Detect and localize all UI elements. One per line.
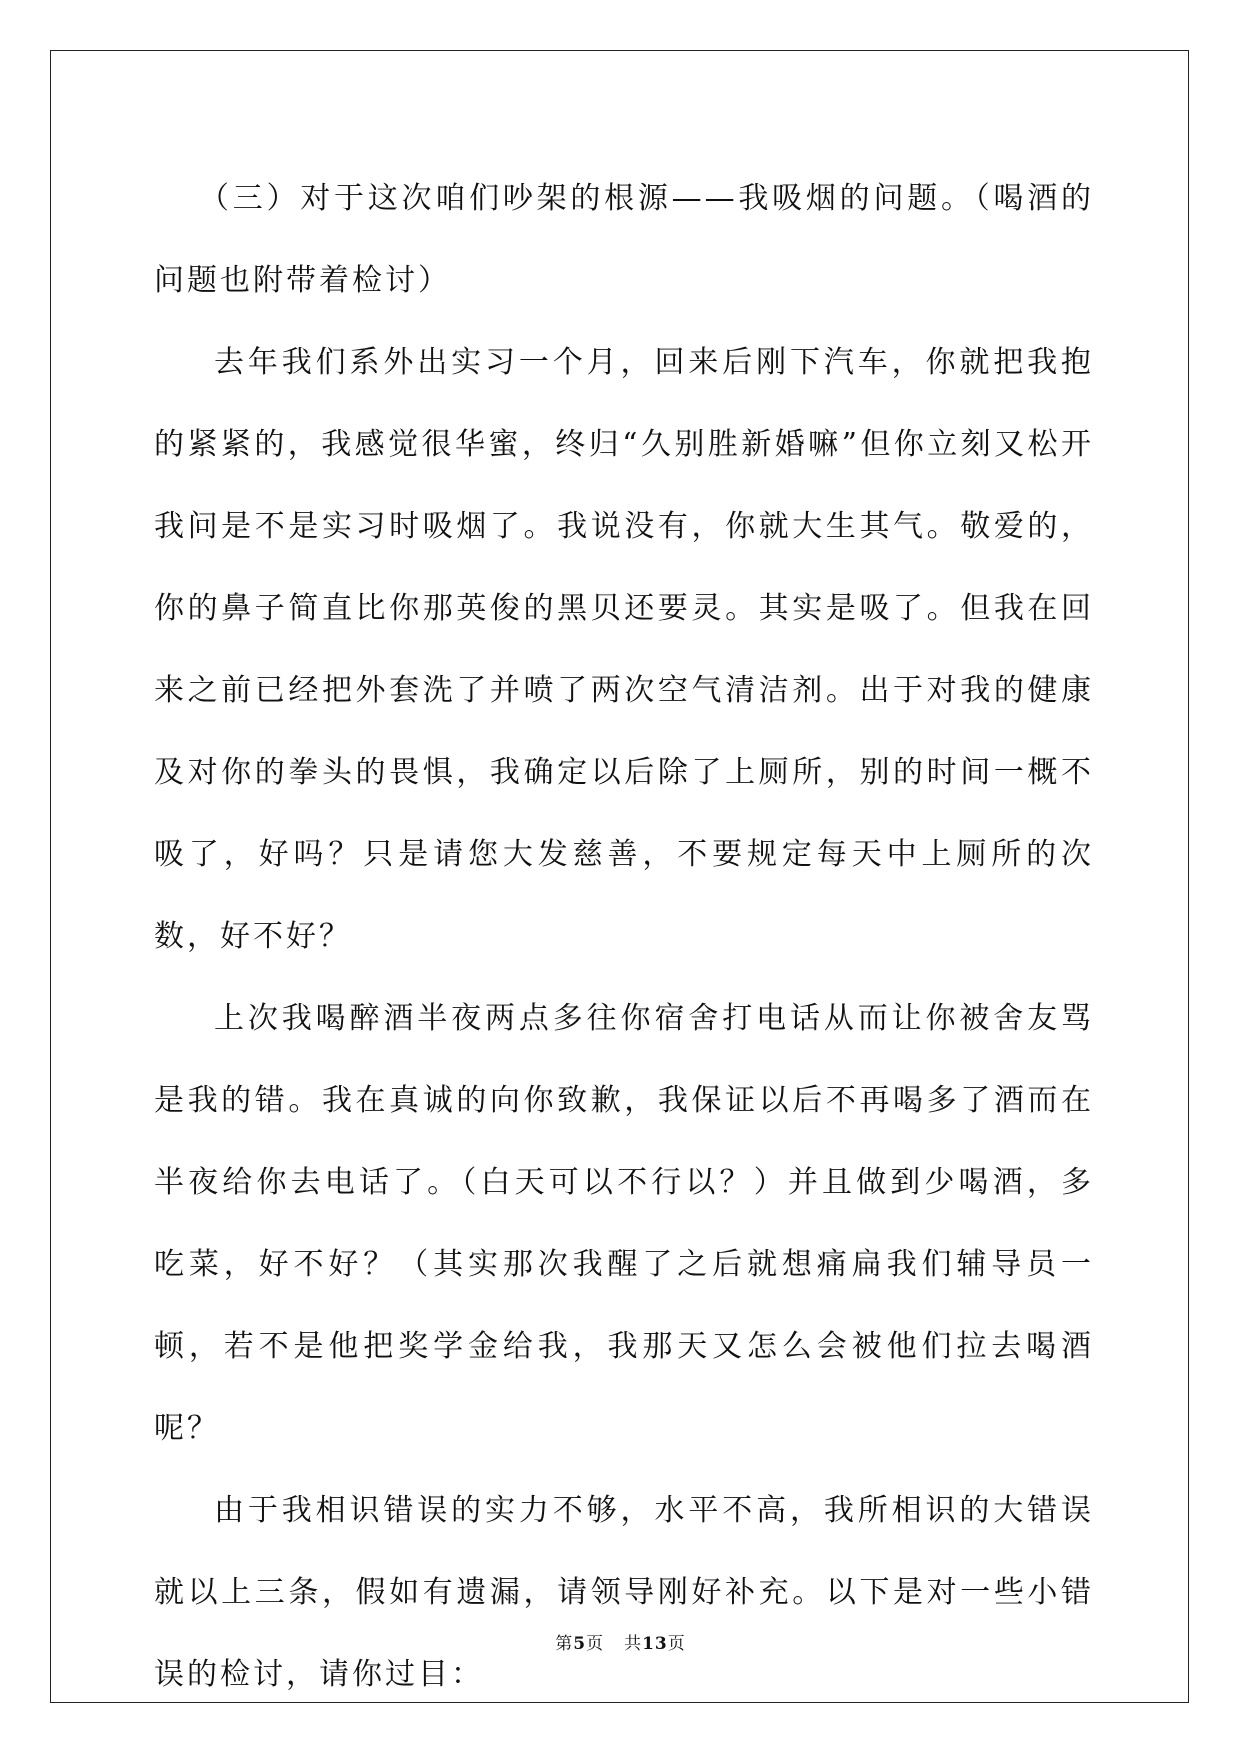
page-prefix: 第	[555, 1634, 574, 1654]
paragraph-3: 上次我喝醉酒半夜两点多往你宿舍打电话从而让你被舍友骂是我的错。我在真诚的向你致歉，我保证以后不再喝多了酒而在半夜给你去电话了。（白天可以不行以？）并且做到少喝酒，多吃菜，好不好？（其实那次我醒了之后就想痛扁我们辅导员一顿，若不是他把奖学金给我，我那天又怎么会被他们拉去喝酒呢？	[154, 1001, 1094, 1446]
total-pages: 13	[642, 1634, 668, 1654]
page-suffix: 页	[586, 1634, 605, 1654]
page-number: 5	[573, 1634, 587, 1654]
paragraph-4: 由于我相识错误的实力不够，水平不高，我所相识的大错误就以上三条，假如有遗漏，请领导刚好补充。以下是对一些小错误的检讨，请你过目：	[154, 1493, 1094, 1692]
total-prefix: 共	[624, 1634, 643, 1654]
document-body	[154, 158, 1094, 1716]
paragraph-1: （三）对于这次咱们吵架的根源——我吸烟的问题。（喝酒的问题也附带着检讨）	[154, 181, 1094, 298]
page-footer	[0, 1632, 1241, 1656]
total-suffix: 页	[667, 1634, 686, 1654]
paragraph-2: 去年我们系外出实习一个月，回来后刚下汽车，你就把我抱的紧紧的，我感觉很华蜜，终归“久别胜新婚嘛”但你立刻又松开我问是不是实习时吸烟了。我说没有，你就大生其气。敬爱的，你的鼻子简直比你那英俊的黑贝还要灵。其实是吸了。但我在回来之前已经把外套洗了并喷了两次空气清洁剂。出于对我的健康及对你的拳头的畏惧，我确定以后除了上厕所，别的时间一概不吸了，好吗？只是请您大发慈善，不要规定每天中上厕所的次数，好不好？	[154, 345, 1094, 954]
